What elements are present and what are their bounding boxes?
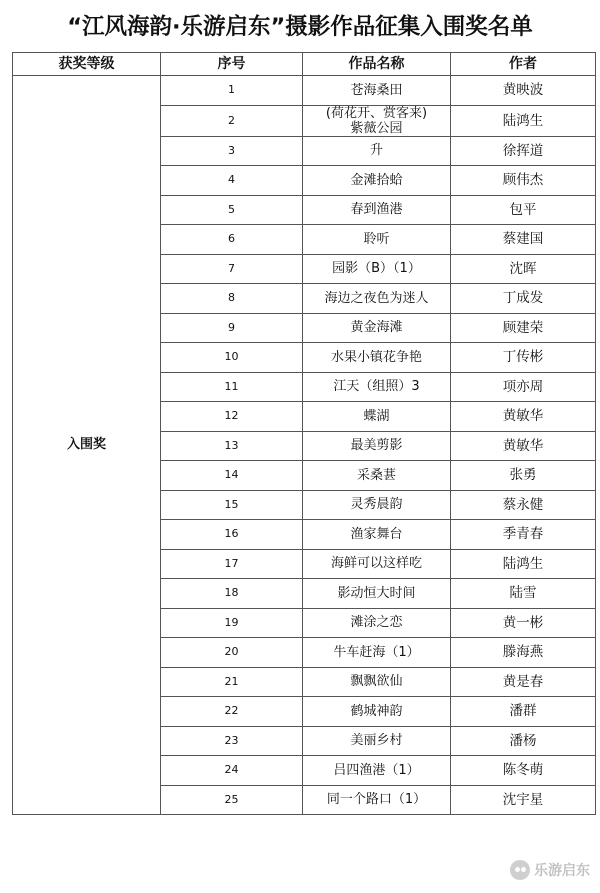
wechat-icon bbox=[510, 860, 530, 880]
header-row bbox=[13, 53, 596, 76]
table-body bbox=[13, 76, 596, 815]
row-index: 17 bbox=[161, 549, 303, 579]
work-title bbox=[303, 667, 451, 697]
author-name: 陈冬萌 bbox=[451, 756, 596, 786]
work-title-line: 渔家舞台 bbox=[350, 526, 403, 542]
work-title-line: 黄金海滩 bbox=[350, 320, 403, 336]
row-index: 5 bbox=[161, 195, 303, 225]
work-title-line: 灵秀晨韵 bbox=[350, 497, 403, 513]
author-name: 黄敏华 bbox=[451, 431, 596, 461]
author-name: 顾建荣 bbox=[451, 313, 596, 343]
row-index: 6 bbox=[161, 225, 303, 255]
work-title bbox=[303, 254, 451, 284]
author-name: 沈晖 bbox=[451, 254, 596, 284]
row-index: 10 bbox=[161, 343, 303, 373]
work-title-line: 鹤城神韵 bbox=[350, 703, 403, 719]
work-title-line: 影动恒大时间 bbox=[337, 585, 416, 601]
author-name: 黄是春 bbox=[451, 667, 596, 697]
work-title bbox=[303, 284, 451, 314]
row-index: 8 bbox=[161, 284, 303, 314]
author-name: 黄一彬 bbox=[451, 608, 596, 638]
author-name: 陆鸿生 bbox=[451, 549, 596, 579]
row-index: 18 bbox=[161, 579, 303, 609]
work-title bbox=[303, 608, 451, 638]
author-name: 蔡永健 bbox=[451, 490, 596, 520]
work-title-line: 牛车赶海（1） bbox=[333, 644, 420, 660]
author-name: 陆鸿生 bbox=[451, 105, 596, 136]
author-name: 顾伟杰 bbox=[451, 166, 596, 196]
work-title-line: 飘飘欲仙 bbox=[350, 674, 403, 690]
row-index: 20 bbox=[161, 638, 303, 668]
row-index: 1 bbox=[161, 76, 303, 106]
author-name: 潘杨 bbox=[451, 726, 596, 756]
author-name: 黄敏华 bbox=[451, 402, 596, 432]
work-title bbox=[303, 343, 451, 373]
author-name: 滕海燕 bbox=[451, 638, 596, 668]
work-title bbox=[303, 520, 451, 550]
work-title-line: (荷花开、赏客来) bbox=[325, 105, 428, 121]
row-index: 21 bbox=[161, 667, 303, 697]
work-title-line: 江天（组照）3 bbox=[333, 379, 420, 395]
author-name: 张勇 bbox=[451, 461, 596, 491]
work-title bbox=[303, 785, 451, 815]
work-title bbox=[303, 490, 451, 520]
work-title-line: 最美剪影 bbox=[350, 438, 403, 454]
work-title bbox=[303, 726, 451, 756]
work-title-line: 聆听 bbox=[363, 231, 390, 247]
row-index: 23 bbox=[161, 726, 303, 756]
row-index: 22 bbox=[161, 697, 303, 727]
author-name: 陆雪 bbox=[451, 579, 596, 609]
work-title-line: 升 bbox=[369, 143, 383, 159]
author-name: 项亦周 bbox=[451, 372, 596, 402]
work-title bbox=[303, 638, 451, 668]
award-level-cell: 入围奖 bbox=[13, 76, 161, 815]
work-title-line: 吕四渔港（1） bbox=[333, 762, 420, 778]
author-name: 蔡建国 bbox=[451, 225, 596, 255]
work-title-line: 春到渔港 bbox=[350, 202, 403, 218]
work-title-line: 美丽乡村 bbox=[350, 733, 403, 749]
work-title-line: 海鲜可以这样吃 bbox=[330, 556, 422, 572]
work-title bbox=[303, 136, 451, 166]
row-index: 13 bbox=[161, 431, 303, 461]
header-author: 作者 bbox=[451, 53, 596, 76]
work-title bbox=[303, 402, 451, 432]
author-name: 黄映波 bbox=[451, 76, 596, 106]
row-index: 12 bbox=[161, 402, 303, 432]
author-name: 徐挥道 bbox=[451, 136, 596, 166]
work-title bbox=[303, 756, 451, 786]
work-title-line: 紫薇公园 bbox=[350, 120, 403, 136]
work-title bbox=[303, 105, 451, 136]
row-index: 4 bbox=[161, 166, 303, 196]
work-title bbox=[303, 461, 451, 491]
work-title-line: 海边之夜色为迷人 bbox=[324, 290, 429, 306]
work-title bbox=[303, 372, 451, 402]
header-index: 序号 bbox=[161, 53, 303, 76]
row-index: 7 bbox=[161, 254, 303, 284]
author-name: 丁成发 bbox=[451, 284, 596, 314]
work-title-line: 金滩拾蛤 bbox=[350, 172, 403, 188]
watermark-text: 乐游启东 bbox=[534, 863, 590, 879]
table-row bbox=[13, 76, 596, 106]
work-title-line: 滩涂之恋 bbox=[350, 615, 403, 631]
work-title bbox=[303, 431, 451, 461]
work-title-line: 园影（B）（1） bbox=[332, 261, 421, 277]
row-index: 11 bbox=[161, 372, 303, 402]
work-title-line: 采桑葚 bbox=[356, 467, 396, 483]
work-title-line: 蝶湖 bbox=[363, 408, 390, 424]
work-title bbox=[303, 549, 451, 579]
row-index: 25 bbox=[161, 785, 303, 815]
author-name: 季青春 bbox=[451, 520, 596, 550]
work-title bbox=[303, 313, 451, 343]
row-index: 14 bbox=[161, 461, 303, 491]
row-index: 9 bbox=[161, 313, 303, 343]
author-name: 沈宇星 bbox=[451, 785, 596, 815]
row-index: 19 bbox=[161, 608, 303, 638]
document-title: “江风海韵·乐游启东”摄影作品征集入围奖名单 bbox=[67, 14, 533, 40]
header-work: 作品名称 bbox=[303, 53, 451, 76]
work-title bbox=[303, 225, 451, 255]
work-title-line: 同一个路口（1） bbox=[326, 792, 427, 808]
work-title-line: 苍海桑田 bbox=[350, 82, 403, 98]
work-title bbox=[303, 579, 451, 609]
work-title bbox=[303, 195, 451, 225]
work-title-line: 水果小镇花争艳 bbox=[330, 349, 422, 365]
work-title bbox=[303, 76, 451, 106]
watermark bbox=[510, 857, 590, 883]
award-table bbox=[12, 52, 596, 815]
author-name: 包平 bbox=[451, 195, 596, 225]
author-name: 丁传彬 bbox=[451, 343, 596, 373]
row-index: 15 bbox=[161, 490, 303, 520]
row-index: 3 bbox=[161, 136, 303, 166]
header-level: 获奖等级 bbox=[13, 53, 161, 76]
row-index: 2 bbox=[161, 105, 303, 136]
author-name: 潘群 bbox=[451, 697, 596, 727]
row-index: 16 bbox=[161, 520, 303, 550]
work-title bbox=[303, 697, 451, 727]
row-index: 24 bbox=[161, 756, 303, 786]
work-title bbox=[303, 166, 451, 196]
